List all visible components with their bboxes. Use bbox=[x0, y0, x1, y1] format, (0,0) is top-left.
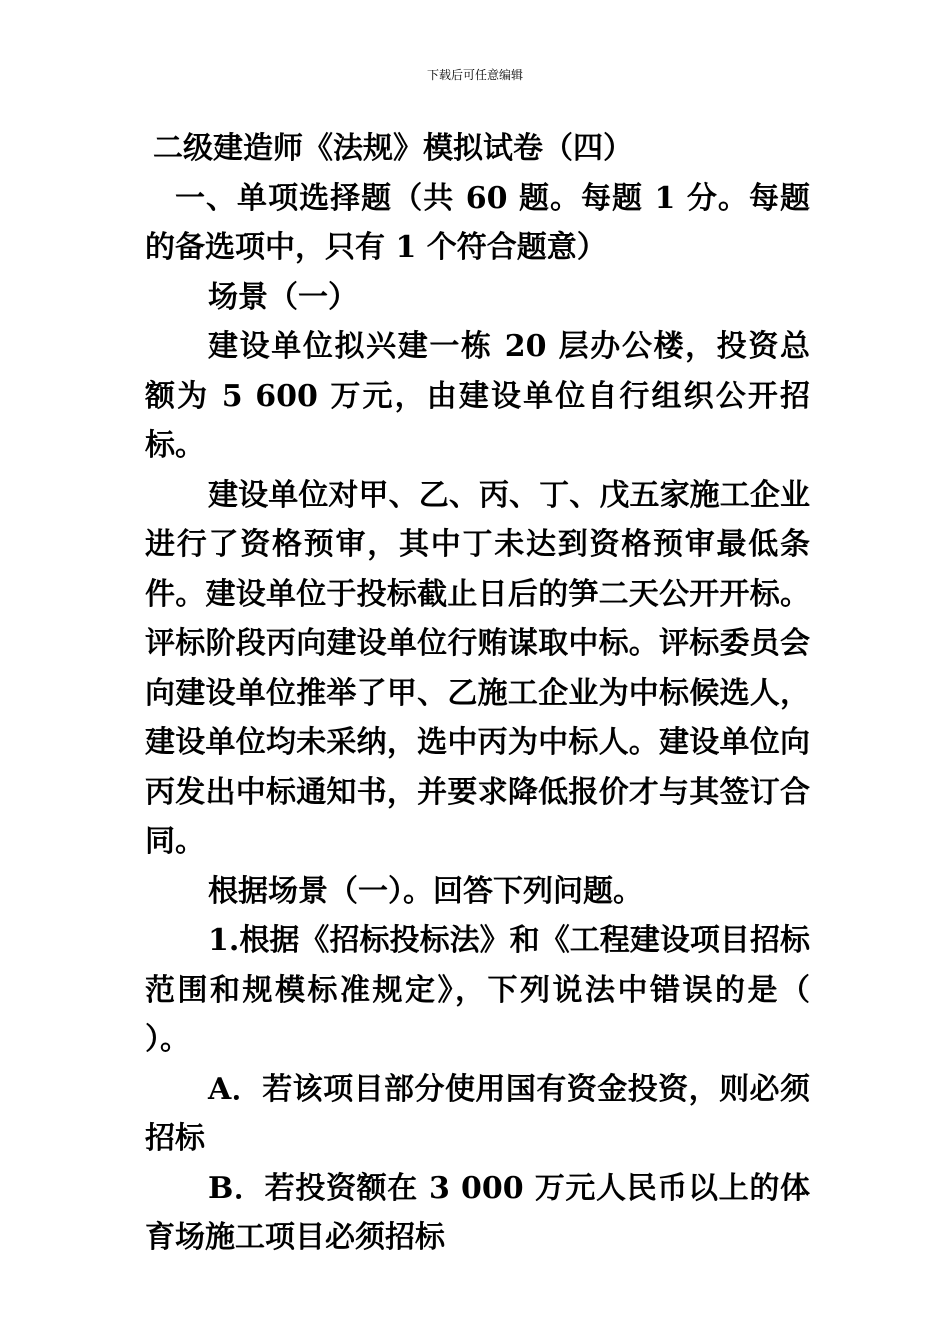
scenario-paragraph-2: 建设单位对甲、乙、丙、丁、戊五家施工企业进行了资格预审，其中丁未达到资格预审最低条件。建设单位于投标截止日后的笋二天公开开标。评标阶段丙向建设单位行贿谋取中标。评标委员会向建设单位推举了甲、乙施工企业为中标候选人，建设单位均未采纳，选中丙为中标人。建设单位向丙发出中标通知书，并要求降低报价才与其签订合同。 bbox=[145, 477, 810, 859]
document-body bbox=[145, 124, 810, 1263]
exam-title: 二级建造师《法规》模拟试卷（四） bbox=[153, 131, 633, 166]
option-b: B．若投资额在 3 000 万元人民币以上的体育场施工项目必须招标 bbox=[145, 1170, 810, 1255]
option-a: A．若该项目部分使用国有资金投资，则必须招标 bbox=[145, 1071, 810, 1156]
scenario-heading: 场景（一） bbox=[208, 279, 358, 315]
section-heading: 一、单项选择题（共 60 题。每题 1 分。每题的备选项中，只有 1 个符合题意） bbox=[145, 180, 810, 265]
scenario-paragraph-1: 建设单位拟兴建一栋 20 层办公楼，投资总额为 5 600 万元，由建设单位自行组织公开招标。 bbox=[145, 329, 810, 463]
question-1: 1.根据《招标投标法》和《工程建设项目招标范围和规模标准规定》，下列说法中错误的是（ ）。 bbox=[145, 923, 810, 1057]
header-note: 下载后可任意编辑 bbox=[426, 68, 523, 82]
instruction-text: 根据场景（一）。回答下列问题。 bbox=[208, 873, 643, 909]
